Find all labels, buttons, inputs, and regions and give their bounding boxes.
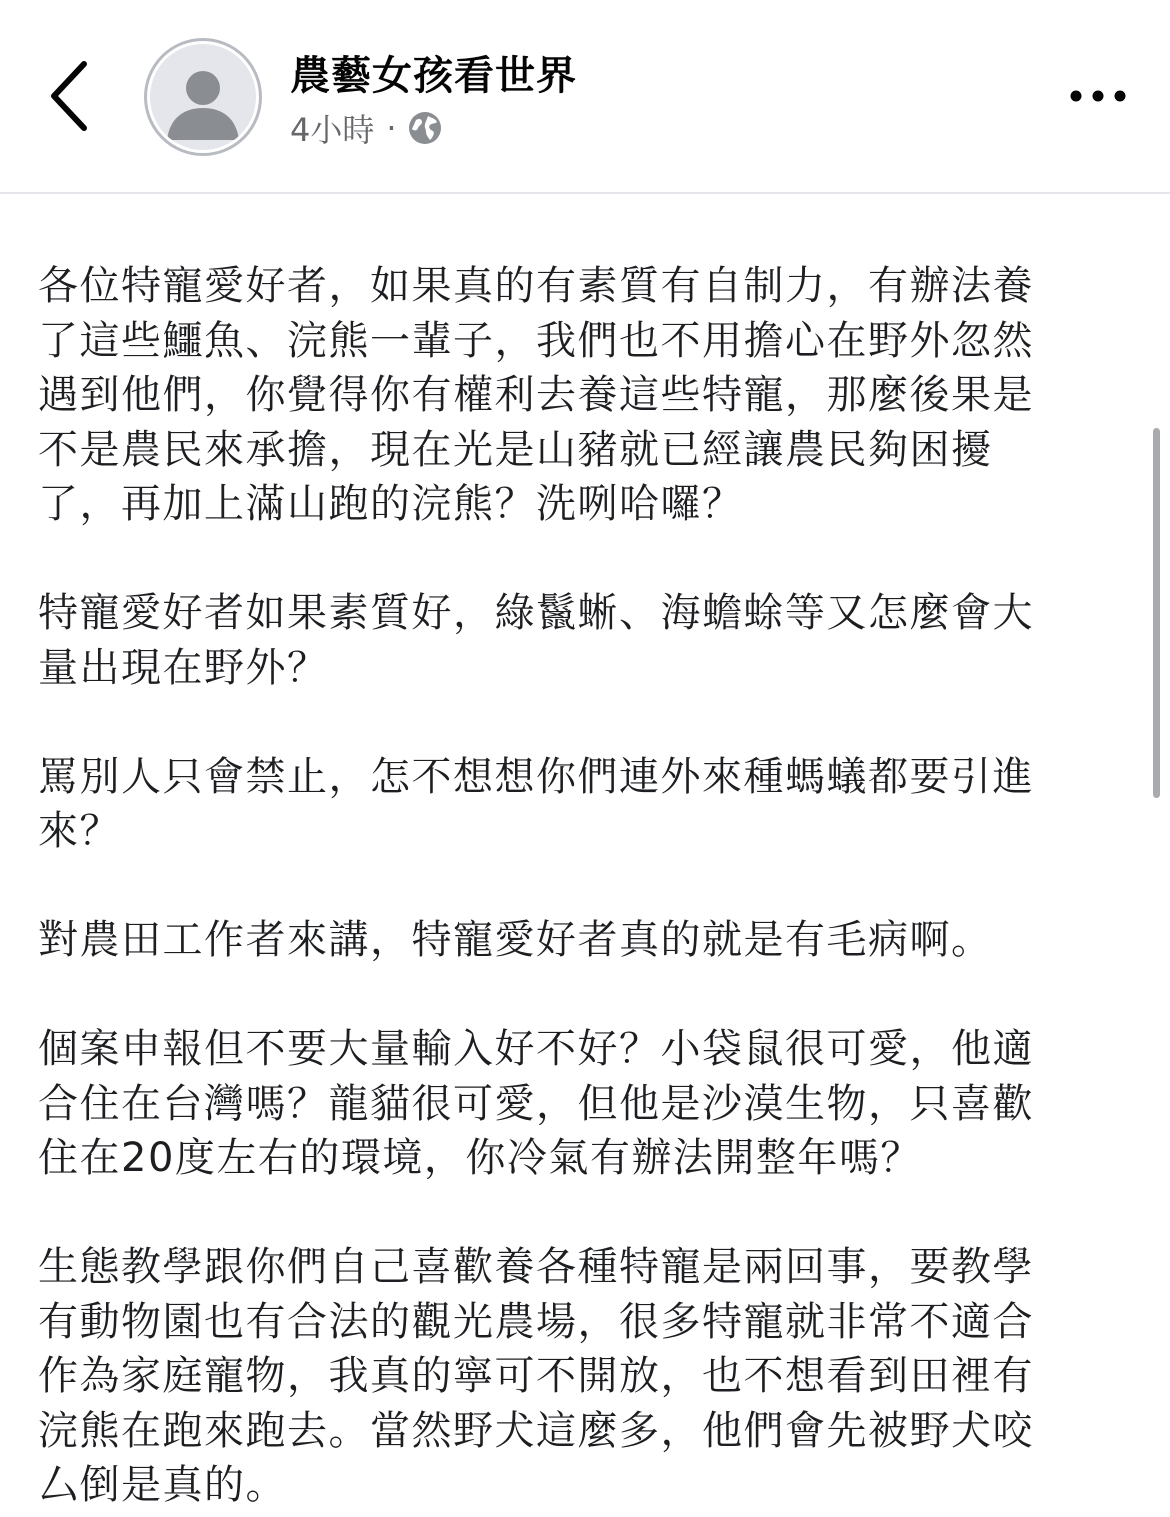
globe-icon: [407, 110, 443, 146]
back-button[interactable]: [40, 56, 100, 136]
meta-separator: ·: [386, 109, 397, 147]
chevron-left-icon: [40, 56, 100, 136]
post-meta: [290, 106, 443, 150]
post-paragraph: 生態教學跟你們自己喜歡養各種特寵是兩回事，要教學 有動物園也有合法的觀光農場，很多特寵就非常不適合 作為家庭寵物，我真的寧可不開放，也不想看到田裡有 浣熊在跑來跑去。當然野犬這麼多，他們會先被野犬咬 厶倒是真的。: [38, 1244, 1034, 1508]
more-horizontal-icon: [1066, 82, 1130, 110]
avatar[interactable]: [144, 38, 262, 156]
post-paragraph: 罵別人只會禁止，怎不想想你們連外來種螞蟻都要引進 來？: [38, 753, 1034, 854]
post-body: [38, 150, 1118, 1513]
post-paragraph: 特寵愛好者如果素質好，綠鬣蜥、海蟾蜍等又怎麼會大 量出現在野外？: [38, 590, 1034, 691]
post-paragraph: 個案申報但不要大量輸入好不好？小袋鼠很可愛，他適 合住在台灣嗎？龍貓很可愛，但他是沙漠生物，只喜歡 住在20度左右的環境，你冷氣有辦法開整年嗎？: [38, 1026, 1034, 1181]
post-timestamp[interactable]: 4小時: [290, 111, 375, 149]
page-name[interactable]: 農藝女孩看世界: [290, 53, 577, 99]
post-paragraph: 各位特寵愛好者，如果真的有素質有自制力，有辦法養 了這些鱷魚、浣熊一輩子，我們也不用擔心在野外忽然 遇到他們，你覺得你有權利去養這些特寵，那麼後果是 不是農民來承擔，現在光是山豬就已經讓農民夠困擾 了，再加上滿山跑的浣熊？洗咧哈囉？: [38, 263, 1034, 527]
default-profile-icon: [150, 44, 256, 150]
scrollbar[interactable]: [1153, 428, 1160, 798]
post-paragraph: 對農田工作者來講，特寵愛好者真的就是有毛病啊。: [38, 917, 993, 963]
post-header: [0, 0, 1170, 194]
more-options-button[interactable]: [1066, 82, 1130, 110]
